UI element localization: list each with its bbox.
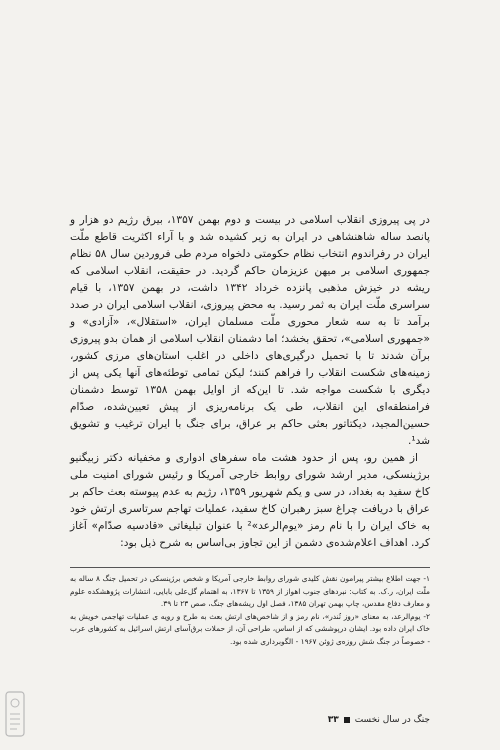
paragraph-2: از همین رو، پس از حدود هشت ماه سفرهای ادواری و مخفیانه دکتر زبیگنیو برژینسکی، مدیر ارشد شورای روابط خارجی آمریکا و رئیس شورای امنیت ملی کاخ سفید به بغداد، در سی و یکم شهریور ۱۳۵۹، رژیم به عدم پیوسته بعث حاکم بر عراق با دریافت چراغ سبز رهبران کاخ سفید، عملیات تهاجم سرتاسری ارتش خود به خاک ایران را با نام رمز «یوم‌الرعد»² با عنوان تبلیغاتی «قادسیه صدّام» آغاز کرد. اهداف اعلام‌شده‌ی دشمن از این تجاوز بی‌اساس به شرح ذیل بود:: [70, 452, 431, 549]
square-bullet-icon: [344, 717, 350, 723]
library-stamp-icon: [4, 690, 26, 738]
page-footer: [300, 715, 430, 725]
paragraph-1: در پی پیروزی انقلاب اسلامی در بیست و دوم بهمن ۱۳۵۷، بیرق رژیم دو هزار و پانصد ساله شاهنشاهی در ایران به زیر کشیده شد و با آراء اکثریت قاطع ملّت ایران در رفراندوم انتخاب نظام حکومتی دلخواه مردم طی فروردین سال ۵۸ نظام جمهوری اسلامی بر میهن عزیزمان حاکم گردید. در حقیقت، انقلاب اسلامی که ریشه در خیزش مذهبی پانزده خرداد ۱۳۴۲ داشت، در بهمن ۱۳۵۷، با قیام سراسری ملّت ایران به ثمر رسید. به محض پیروزی، انقلاب اسلامی ایران در صدد برآمد تا به سه شعار محوری ملّت مسلمان ایران، «استقلال»، «آزادی» و «جمهوری اسلامی»، تحقق بخشد؛ اما دشمنان انقلاب اسلامی از همان بدو پیروزی برآن شدند تا با تحمیل درگیری‌های داخلی در اغلب استان‌های مرزی کشور، زمینه‌های شکست انقلاب را فراهم کنند؛ لیکن تمامی توطئه‌های آنها یکی پس از دیگری با شکست مواجه شد. تا این‌که از اوایل بهمن ۱۳۵۸ توسط دشمنان فرامنطقه‌ای این انقلاب، طی یک برنامه‌ریزی از پیش تعیین‌شده، صدّام حسین‌المجید، دیکتاتور بعثی حاکم بر عراق، برای جنگ با ایران ترغیب و تشویق شد¹.: [70, 214, 431, 447]
book-title: جنگ در سال نخست: [354, 715, 430, 725]
footnotes: [70, 573, 430, 649]
footnote-2: ۲- یوم‌الرعد، به معنای «روز تُندر»، نام رمز و از شاخص‌های ارتش بعث به طرح و رویه ی عملیات تهاجمی خویش به خاک ایران داده بود. ایشان درپوششی که از اساس، طراحی آن، از حملات برق‌آسای ارتش اسرائیل به کشورهای عرب - خصوصاً در جنگ شش روزه‌ی ژوئن ۱۹۶۷ - الگوبرداری شده بود.: [70, 611, 430, 646]
main-text: [70, 212, 430, 552]
footnote-1: ۱- جهت اطلاع بیشتر پیرامون نقش کلیدی شورای روابط خارجی آمریکا و شخص برژینسکی در تحمیل جنگ ۸ ساله به ملّت ایران، ر.ک. به کتاب: نبردهای جنوب اهواز از ۱۳۵۹ تا ۱۳۶۷، به اهتمام گل‌علی بابایی، انتشارات پژوهشکده علوم و معارف دفاع مقدس، چاپ بهمن تهران ۱۳۸۵، فصل اول ریشه‌های جنگ، صص ۲۳ تا ۳۹.: [70, 574, 431, 609]
page-number: ۳۳: [327, 715, 339, 725]
footnote-divider: [70, 567, 430, 568]
